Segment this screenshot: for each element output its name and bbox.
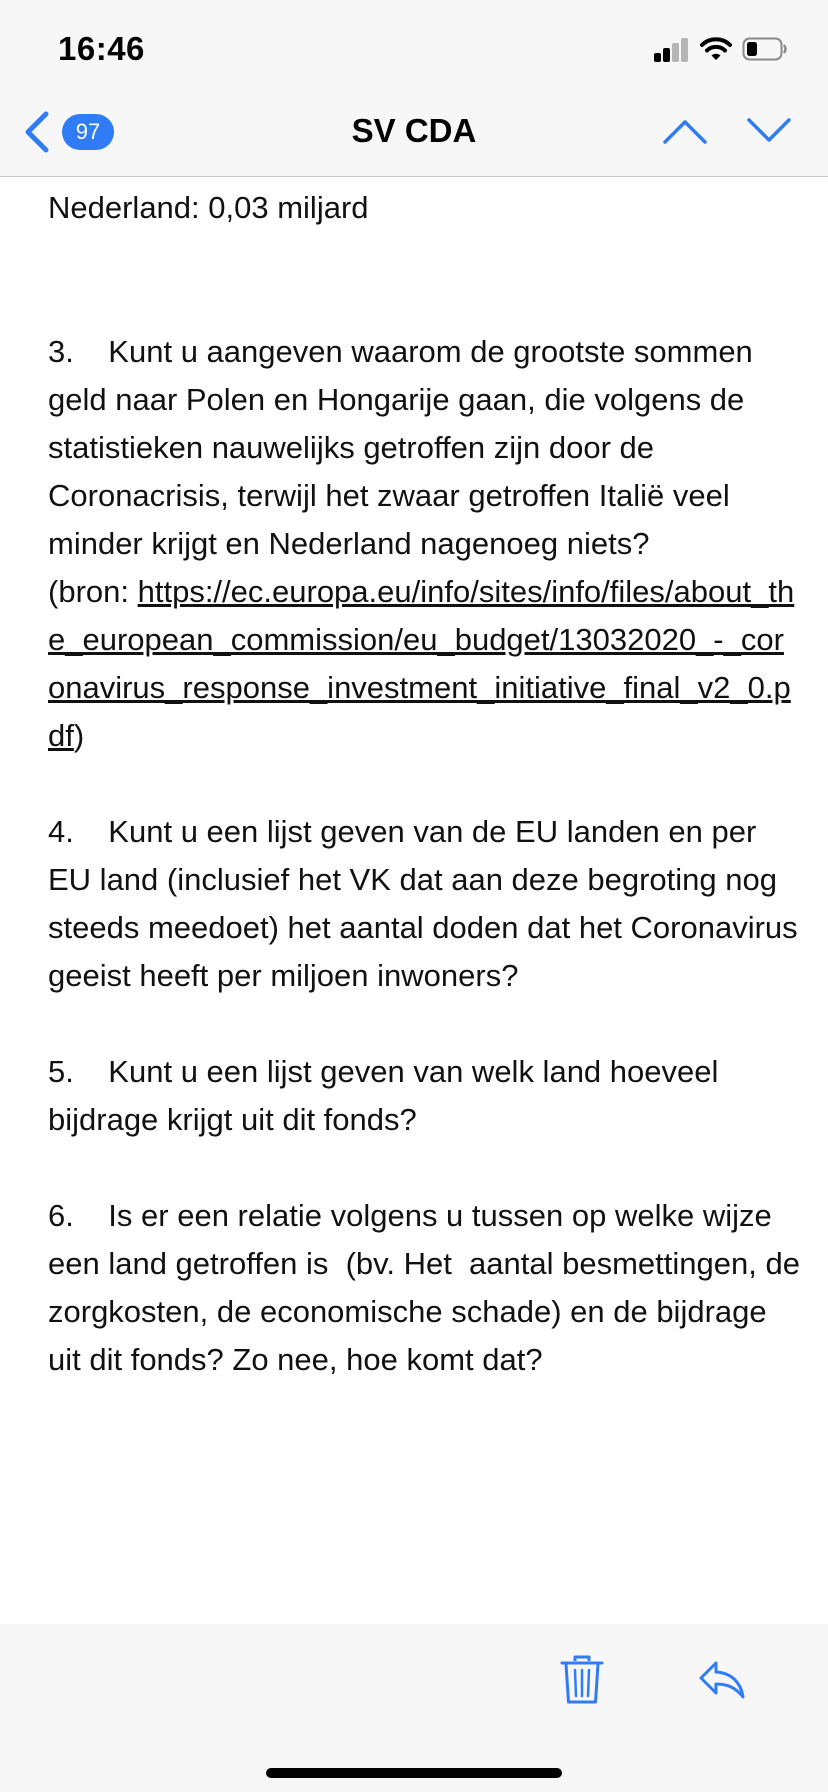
amount-nederland: Nederland: 0,03 miljard xyxy=(48,190,369,225)
reply-icon[interactable] xyxy=(698,1660,746,1700)
cellular-signal-icon xyxy=(654,38,690,62)
spacer xyxy=(48,1144,800,1192)
source-link[interactable]: https://ec.europa.eu/info/sites/info/files/about_the_european_commission/eu_budget/13032020_-_coronavirus_response_investment_initiative_final_v2_0.pdf xyxy=(48,574,795,753)
question-3-text: 3. Kunt u aangeven waarom de grootste sommen geld naar Polen en Hongarije gaan, die volgens de statistieken nauwelijks getroffen zijn door de Coronacrisis, terwijl het zwaar getroffen Italië veel minder krijgt en Nederland nagenoeg niets? xyxy=(48,334,762,561)
spacer xyxy=(48,760,800,808)
email-body xyxy=(48,136,809,1384)
battery-icon xyxy=(742,36,788,62)
page-title: SV CDA xyxy=(351,112,477,149)
wifi-icon xyxy=(700,36,732,62)
question-6: 6. Is er een relatie volgens u tussen op welke wijze een land getroffen is (bv. Het aantal besmettingen, de zorgkosten, de economische schade) en de bijdrage uit dit fonds? Zo nee, hoe komt dat? xyxy=(48,1198,809,1377)
top-bar xyxy=(0,0,828,177)
question-3 xyxy=(48,328,800,568)
source-suffix: ) xyxy=(73,718,85,753)
chevron-up-icon[interactable] xyxy=(662,116,708,146)
home-indicator[interactable] xyxy=(266,1768,562,1778)
source-prefix: (bron: xyxy=(48,574,138,609)
chevron-down-icon[interactable] xyxy=(746,116,792,146)
back-count-badge[interactable]: 97 xyxy=(62,114,114,150)
question-4: 4. Kunt u een lijst geven van de EU landen en per EU land (inclusief het VK dat aan deze begroting nog steeds meedoet) het aantal doden dat het Coronavirus geeist heeft per miljoen inwoners? xyxy=(48,814,807,993)
spacer xyxy=(48,1000,800,1048)
spacer xyxy=(48,232,800,328)
question-3-source xyxy=(48,568,800,760)
question-5: 5. Kunt u een lijst geven van welk land hoeveel bijdrage krijgt uit dit fonds? xyxy=(48,1054,727,1137)
status-time: 16:46 xyxy=(58,30,145,67)
trash-icon[interactable] xyxy=(560,1654,604,1706)
bottom-toolbar xyxy=(0,1624,828,1792)
